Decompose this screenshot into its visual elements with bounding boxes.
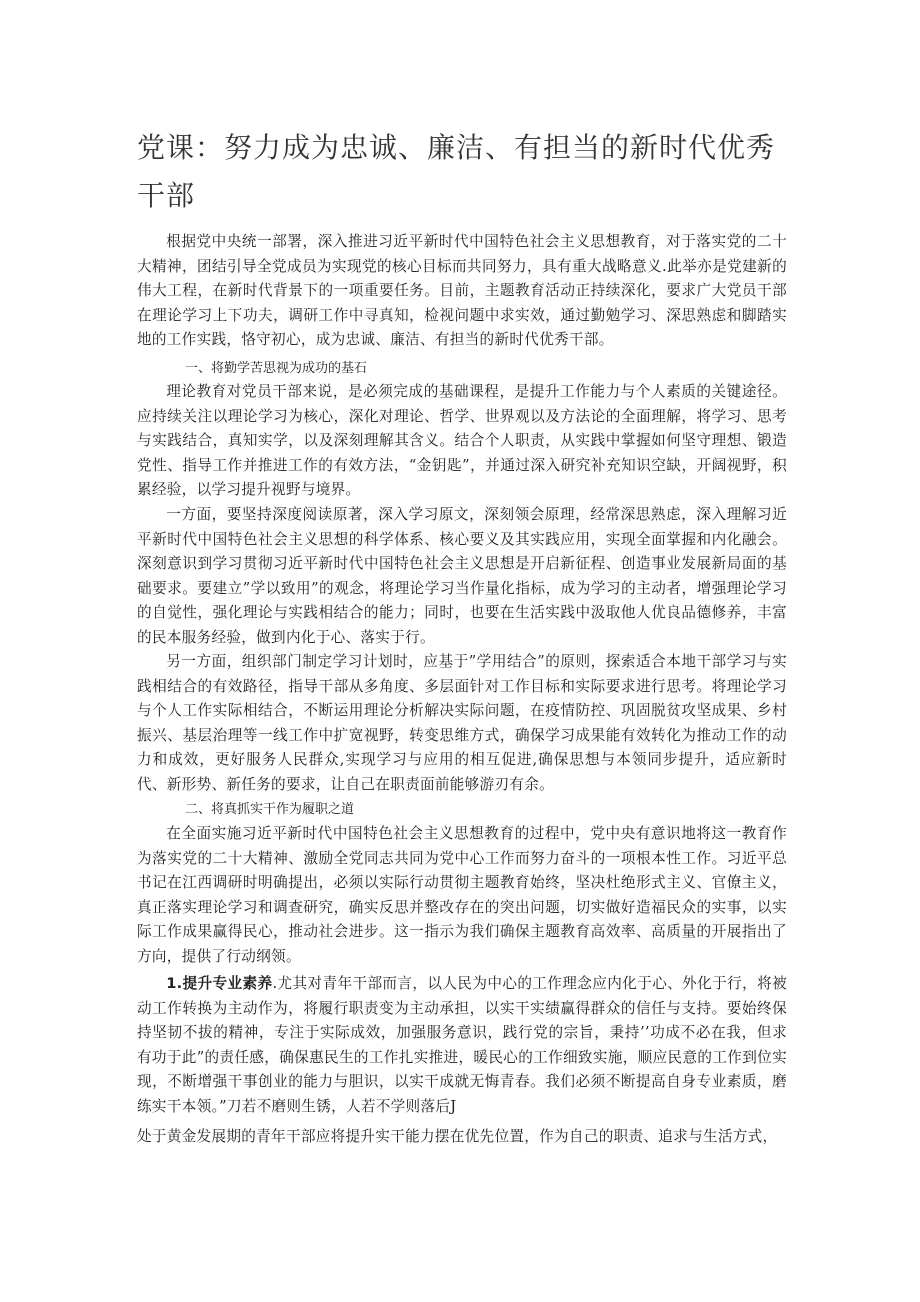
section-1-heading: 一、将勤学苦思视为成功的基石 xyxy=(185,361,368,376)
section-1-paragraph-3: 另一方面，组织部门制定学习计划时，应基于”学用结合”的原则，探索适合本地干部学习与实践相结合的有效路径，指导干部从多角度、多层面针对工作目标和实际要求进行思考。将理论学习与个人工作实际相结合，不断运用理论分析解决实际问题，在疫情防控、巩固脱贫攻坚成果、乡村振兴、基层治理等一线工作中扩宽视野，转变思维方式，确保学习成果能有效转化为推动工作的动力和成效，更好服务人民群众,实现学习与应用的相互促进,确保思想与本领同步提升，适应新时代、新形势、新任务的要求，让自己在职责面前能够游刃有余。 xyxy=(137,653,787,793)
section-1-paragraph-2: 一方面，要坚持深度阅读原著，深入学习原文，深刻领会原理，经常深思熟虑，深入理解习近平新时代中国特色社会主义思想的科学体系、核心要义及其实践应用，实现全面掌握和内化融会。深刻意识到学习贯彻习近平新时代中国特色社会主义思想是开启新征程、创造事业发展新局面的基础要求。要建立”学以致用”的观念，将理论学习当作量化指标，成为学习的主动者，增强理论学习的自觉性，强化理论与实践相结合的能力；同时，也要在生活实践中汲取他人优良品德修养，丰富的民本服务经验，做到内化于心、落实于行。 xyxy=(137,506,787,646)
section-1-paragraph-1: 理论教育对党员干部来说，是必须完成的基础课程，是提升工作能力与个人素质的关键途径。应持续关注以理论学习为核心，深化对理论、哲学、世界观以及方法论的全面理解，将学习、思考与实践结合，真知实学，以及深刻理解其含义。结合个人职责，从实践中掌握如何坚守理想、锻造党性、指导工作并推进工作的有效方法，“金钥匙”，并通过深入研究补充知识空缺，开阔视野，积累经验，以学习提升视野与境界。 xyxy=(137,383,787,498)
continuation-line: 处于黄金发展期的青年干部应将提升实干能力摆在优先位置，作为自己的职责、追求与生活方式， xyxy=(137,1128,778,1145)
intro-paragraph: 根据党中央统一部署，深入推进习近平新时代中国特色社会主义思想教育，对于落实党的二十大精神，团结引导全党成员为实现党的核心目标而共同努力，具有重大战略意义.此举亦是党建新的伟大工程，在新时代背景下的一项重要任务。目前，主题教育活动正持续深化，要求广大党员干部在理论学习上下功夫，调研工作中寻真知，检视问题中求实效，通过勤勉学习、深思熟虑和脚踏实地的工作实践，恪守初心，成为忠诚、廉洁、有担当的新时代优秀干部。 xyxy=(137,233,787,348)
list-item-1-label: 1.提升专业素养 xyxy=(166,975,273,992)
list-item-1-text: .尤其对青年干部而言，以人民为中心的工作理念应内化于心、外化于行，将被动工作转换为主动作为，将履行职责变为主动承担，以实干实绩赢得群众的信任与支持。要始终保持坚韧不拔的精神，专注于实际成效，加强服务意识，践行党的宗旨，秉持’’功成不必在我，但求有功于此”的责任感，确保惠民生的工作扎实推进，暖民心的工作细致实施，顺应民意的工作到位实现，不断增强干事创业的能力与胆识，以实干成就无悔青春。我们必须不断提高自身专业素质，磨练实干本领。”刀若不磨则生锈，人若不学则落后J xyxy=(137,975,787,1115)
section-2-paragraph-1: 在全面实施习近平新时代中国特色社会主义思想教育的过程中，党中央有意识地将这一教育作为落实党的二十大精神、激励全党同志共同为党中心工作而努力奋斗的一项根本性工作。习近平总书记在江西调研时明确提出，必须以实际行动贯彻主题教育始终，坚决杜绝形式主义、官僚主义，真正落实理论学习和调查研究，确实反思并整改存在的突出问题，切实做好造福民众的实事，以实际工作成果赢得民心，推动社会进步。这一指示为我们确保主题教育高效率、高质量的开展指出了方向，提供了行动纲领。 xyxy=(137,825,787,965)
section-2-heading: 二、将真抓实干作为履职之道 xyxy=(185,802,355,817)
document-title: 党课：努力成为忠诚、廉洁、有担当的新时代优秀干部 xyxy=(137,131,776,212)
list-item-1 xyxy=(137,972,787,1119)
